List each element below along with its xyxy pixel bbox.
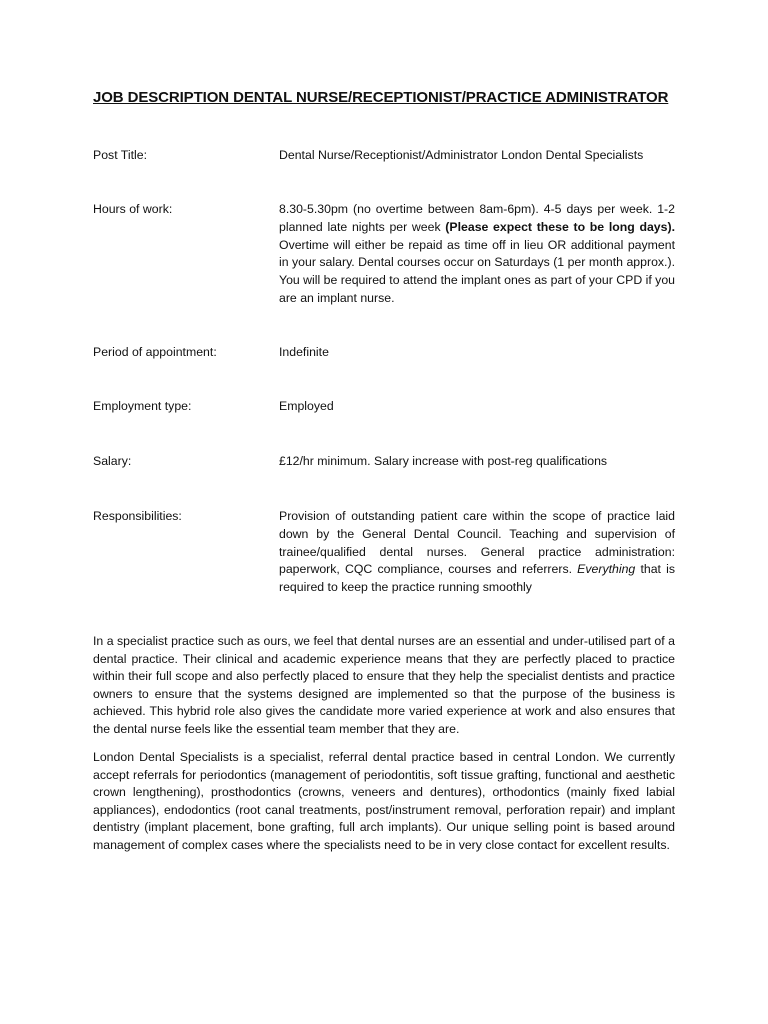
document-title: JOB DESCRIPTION DENTAL NURSE/RECEPTIONIST/PRACTICE ADMINISTRATOR	[93, 89, 669, 106]
employment-value: Employed	[279, 399, 334, 413]
responsibilities-label: Responsibilities:	[93, 509, 182, 523]
salary-label: Salary:	[93, 454, 132, 468]
employment-label: Employment type:	[93, 399, 192, 413]
about-paragraph: London Dental Specialists is a specialist, referral dental practice based in central London. We currently accept referrals for periodontics (management of periodontitis, soft tissue grafting, functional and aesthetic crown lengthening), prosthodontics (crowns, veneers and dentures), orthodontics (mainly fixed labial appliances), endodontics (root canal treatments, post/instrument removal, perforation repair) and implant dentistry (implant placement, bone grafting, full arch implants). Our unique selling point is based around management of complex cases where the specialists need to be in very close contact for excellent results.	[93, 750, 675, 852]
post-title-label: Post Title:	[93, 148, 147, 162]
responsibilities-value-text-2: that is required to keep the practice running smoothly	[279, 562, 675, 595]
intro-paragraph: In a specialist practice such as ours, we feel that dental nurses are an essential and under-utilised part of a dental practice. Their clinical and academic experience means that they are perfectly placed to practice within their full scope and also perfectly placed to ensure that they help the specialist dentists and practice owners to ensure that the systems designed are implemented so that the purpose of the business is achieved. This hybrid role also gives the candidate more varied experience at work and also ensures that the dental nurse feels like the essential team member that they are.	[93, 634, 675, 736]
period-value: Indefinite	[279, 345, 329, 359]
responsibilities-value	[279, 508, 675, 597]
hours-value-bold: (Please expect these to be long days).	[445, 219, 675, 234]
hours-value-text-1: 8.30-5.30pm (no overtime between 8am-6pm). 4-5 days per week. 1-2 planned late nights per week	[279, 202, 675, 234]
salary-value: £12/hr minimum. Salary increase with post-reg qualifications	[279, 454, 608, 468]
post-title-value: Dental Nurse/Receptionist/Administrator London Dental Specialists	[279, 148, 644, 162]
period-label: Period of appointment:	[93, 345, 217, 359]
hours-value	[279, 201, 675, 308]
responsibilities-value-italic: Everything	[577, 562, 636, 577]
hours-label: Hours of work:	[93, 202, 173, 216]
responsibilities-value-text-1: Provision of outstanding patient care within the scope of practice laid down by the General Dental Council. Teaching and supervision of trainee/qualified dental nurses. General practice administration: paperwork, CQC compliance, courses and referrers.	[279, 509, 675, 577]
hours-value-text-2: Overtime will either be repaid as time off in lieu OR additional payment in your salary. Dental courses occur on Saturdays (1 per month approx.). You will be required to attend the implant ones as part of your CPD if you are an implant nurse.	[279, 237, 676, 305]
